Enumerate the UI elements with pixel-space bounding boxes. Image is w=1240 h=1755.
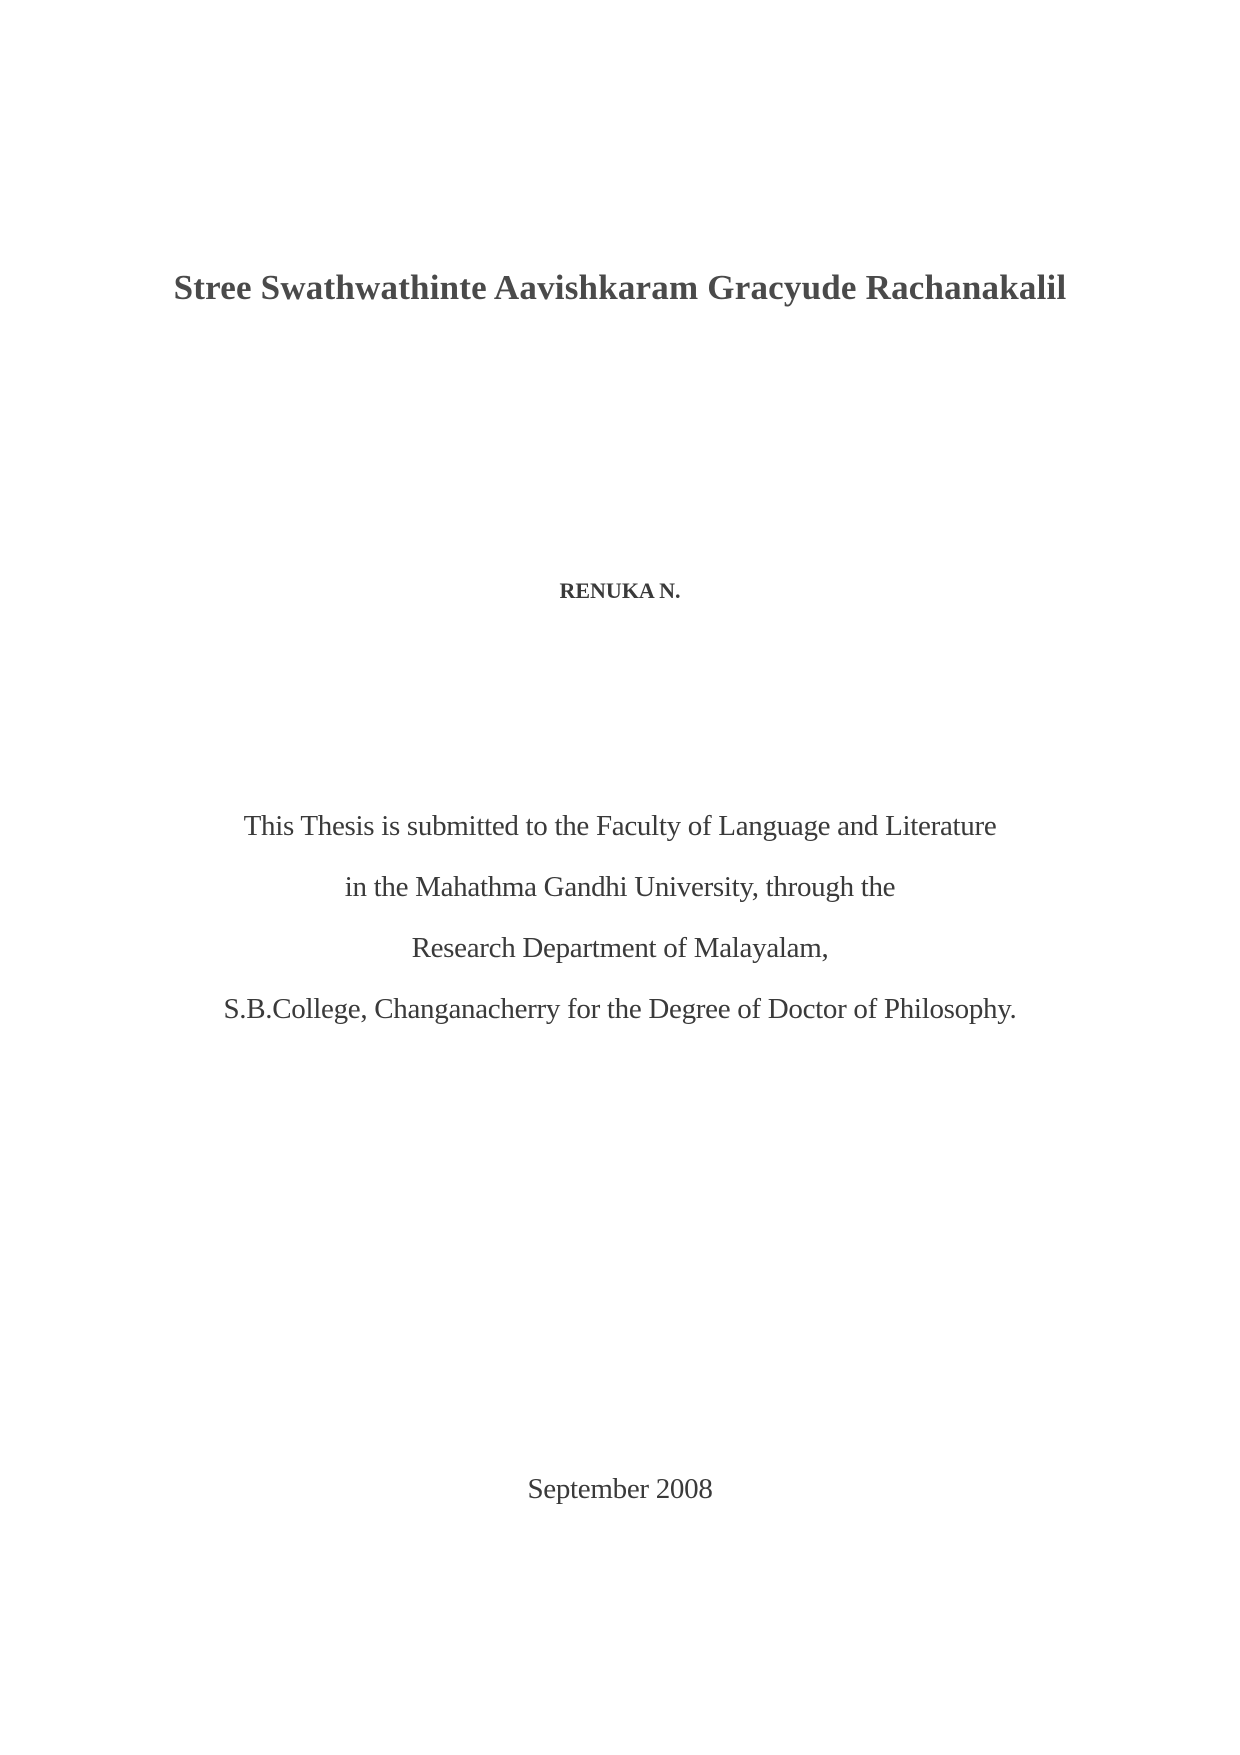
submission-date: September 2008 <box>527 1473 713 1505</box>
author-name: RENUKA N. <box>559 578 681 603</box>
submission-statement-line-3: Research Department of Malayalam, <box>411 932 829 964</box>
submission-statement-line-2: in the Mahathma Gandhi University, through the <box>344 871 896 903</box>
submission-statement-line-1: This Thesis is submitted to the Faculty of Language and Literature <box>243 810 997 842</box>
submission-statement-line-4: S.B.College, Changanacherry for the Degree of Doctor of Philosophy. <box>223 993 1017 1025</box>
thesis-title: Stree Swathwathinte Aavishkaram Gracyude Rachanakalil <box>173 268 1067 307</box>
